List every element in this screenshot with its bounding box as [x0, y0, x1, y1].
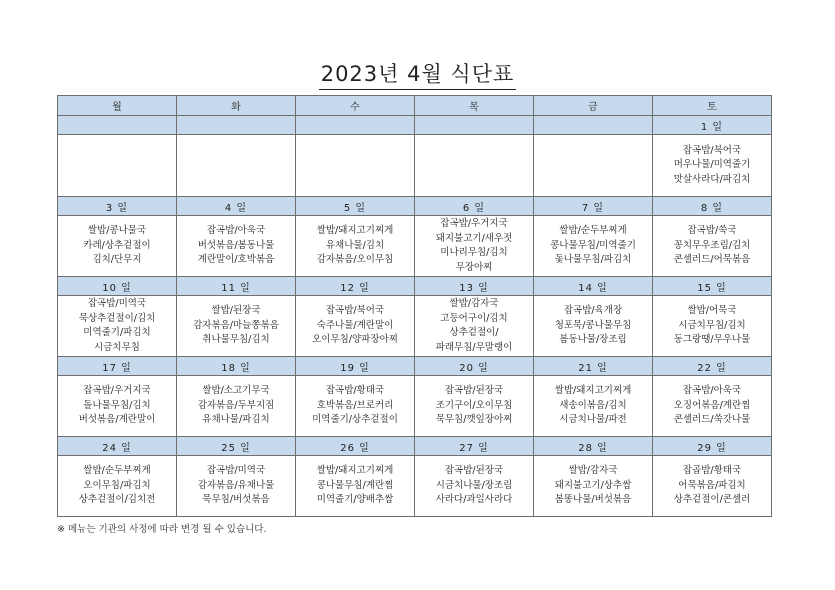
- date-row: [58, 277, 772, 296]
- date-cell: [177, 116, 296, 135]
- date-cell: 26 일: [296, 437, 415, 456]
- meal-cell: [653, 456, 772, 517]
- meal-cell: [653, 216, 772, 277]
- meal-cell: [296, 456, 415, 517]
- menu-item-line: 오이무침/파김치: [83, 479, 151, 491]
- meal-cell: [296, 376, 415, 437]
- menu-item-line: 돼지불고기/상추쌈: [554, 479, 632, 491]
- date-cell: 21 일: [534, 357, 653, 376]
- menu-item-line: 감자볶음/두부지짐: [197, 399, 275, 411]
- menu-item-line: 쌀밥/감자국: [449, 298, 499, 309]
- menu-item-line: 콩나물무침/미역줄기: [550, 239, 636, 251]
- weekday-header-cell: 화: [177, 96, 296, 116]
- meal-cell: [534, 296, 653, 357]
- meal-row: [58, 216, 772, 277]
- menu-item-line: 잡곡밥/북어국: [325, 305, 385, 317]
- date-cell: 11 일: [177, 277, 296, 296]
- menu-item-line: 잡곡밥/우거지국: [83, 385, 151, 397]
- menu-item-line: 청포묵/콩나물무침: [554, 319, 632, 331]
- menu-item-line: 오징어볶음/계란찜: [673, 399, 751, 411]
- date-cell: 25 일: [177, 437, 296, 456]
- menu-item-line: 쌀밥/순두부찌게: [559, 225, 627, 237]
- menu-item-line: 쌀밥/돼지고기찌게: [554, 385, 632, 397]
- date-cell: 10 일: [58, 277, 177, 296]
- menu-item-line: 잡곡밥/된장국: [444, 465, 504, 477]
- date-row: [58, 116, 772, 135]
- date-cell: 8 일: [653, 197, 772, 216]
- meal-cell: [177, 216, 296, 277]
- date-row: [58, 437, 772, 456]
- menu-item-line: 잡곡밥/미역국: [206, 465, 266, 477]
- menu-item-line: 미역줄기/상추겉절이: [312, 414, 398, 426]
- menu-item-line: 쌀밥/어묵국: [687, 305, 737, 317]
- date-cell: 17 일: [58, 357, 177, 376]
- meal-row: [58, 296, 772, 357]
- menu-item-line: 숙주나물/계란말이: [316, 319, 394, 331]
- date-cell: [58, 116, 177, 135]
- menu-item-line: 쌀밥/된장국: [211, 305, 261, 317]
- menu-item-line: 동그랑땡/무우나물: [673, 334, 751, 346]
- menu-item-line: 잡곡밥/된장국: [444, 385, 504, 397]
- menu-item-line: 묵상추겉절이/김치: [78, 312, 156, 324]
- weekday-header-row: [58, 96, 772, 116]
- menu-item-line: 머우나물/미역줄기: [673, 159, 751, 171]
- menu-item-line: 잡곡밥/우거지국: [440, 218, 508, 229]
- menu-item-line: 미역줄기/양배추쌈: [316, 494, 394, 506]
- meal-cell: [177, 135, 296, 197]
- date-cell: 4 일: [177, 197, 296, 216]
- meal-cell: [177, 296, 296, 357]
- menu-item-line: 돼지불고기/새우젓: [435, 232, 513, 244]
- menu-item-line: 잡곡밥/아욱국: [682, 385, 742, 397]
- menu-item-line: 잡곡밥/육개장: [563, 305, 623, 317]
- meal-cell: [534, 135, 653, 197]
- meal-cell: [653, 376, 772, 437]
- menu-item-line: 돌나물무침/김치: [83, 399, 151, 411]
- date-cell: 24 일: [58, 437, 177, 456]
- meal-cell: [58, 296, 177, 357]
- meal-cell: [415, 216, 534, 277]
- menu-item-line: 미나리무침/김치: [440, 247, 508, 258]
- menu-item-line: 취나물무침/김치: [202, 334, 270, 346]
- menu-item-line: 호박볶음/브로커리: [316, 399, 394, 411]
- date-cell: 7 일: [534, 197, 653, 216]
- menu-item-line: 버섯볶음/봄동나물: [197, 239, 275, 251]
- menu-item-line: 어묵볶음/파김치: [678, 479, 746, 491]
- date-cell: [296, 116, 415, 135]
- menu-item-line: 잡곡밥/북어국: [682, 144, 742, 156]
- menu-item-line: 쌀밥/감자국: [568, 465, 618, 477]
- menu-item-line: 맛살사라다/파김치: [673, 173, 751, 185]
- menu-item-line: 미역줄기/파김치: [83, 327, 151, 338]
- meal-cell: [296, 216, 415, 277]
- page-title: [0, 58, 835, 90]
- weekday-header-cell: 토: [653, 96, 772, 116]
- meal-cell: [415, 456, 534, 517]
- date-cell: 28 일: [534, 437, 653, 456]
- menu-item-line: 새송이볶음/김치: [559, 399, 627, 411]
- date-cell: 20 일: [415, 357, 534, 376]
- footnote: ※ 메뉴는 기관의 사정에 따라 변경 될 수 있습니다.: [57, 524, 267, 535]
- menu-item-line: 잡곡밥/미역국: [87, 298, 147, 309]
- meal-row: [58, 456, 772, 517]
- meal-cell: [58, 376, 177, 437]
- meal-cell: [415, 135, 534, 197]
- date-cell: 19 일: [296, 357, 415, 376]
- meal-cell: [296, 135, 415, 197]
- meal-cell: [653, 135, 772, 197]
- menu-item-line: 쌀밥/순두부찌게: [83, 465, 151, 477]
- weekday-header-cell: 수: [296, 96, 415, 116]
- menu-item-line: 꽁치무우조림/김치: [673, 239, 751, 251]
- menu-item-line: 감자볶음/유채나물: [197, 479, 275, 491]
- menu-item-line: 상추겉절이/콘셀러: [673, 494, 751, 506]
- menu-item-line: 콘셀러드/어묵볶음: [673, 254, 751, 266]
- date-cell: 1 일: [653, 116, 772, 135]
- meal-row: [58, 376, 772, 437]
- menu-item-line: 감자볶음/오이무침: [316, 254, 394, 266]
- menu-item-line: 봄동나물/장조림: [559, 334, 627, 346]
- meal-cell: [177, 456, 296, 517]
- menu-item-line: 시금치나물/파전: [559, 414, 627, 426]
- menu-item-line: 파래무침/무말랭이: [435, 341, 513, 353]
- menu-item-line: 잡곡밥/아욱국: [206, 225, 266, 237]
- menu-item-line: 묵무침/깻잎장아찌: [435, 414, 513, 426]
- date-cell: 3 일: [58, 197, 177, 216]
- menu-item-line: 묵무침/버섯볶음: [202, 494, 270, 506]
- menu-item-line: 시금치무침: [94, 341, 140, 353]
- weekday-header-cell: 월: [58, 96, 177, 116]
- menu-item-line: 쌀밥/돼지고기찌게: [316, 465, 394, 477]
- menu-item-line: 봄똥나물/버섯볶음: [554, 494, 632, 506]
- menu-item-line: 무장아찌: [455, 261, 493, 273]
- date-cell: 12 일: [296, 277, 415, 296]
- menu-item-line: 잡곡밥/황태국: [325, 385, 385, 397]
- menu-item-line: 잡곱밥/황태국: [682, 465, 742, 477]
- menu-item-line: 상추겉절이/: [449, 327, 499, 338]
- meal-cell: [415, 296, 534, 357]
- menu-item-line: 콘셀러드/쑥갓나물: [673, 414, 751, 426]
- menu-item-line: 김치/단무지: [92, 254, 142, 266]
- date-cell: 13 일: [415, 277, 534, 296]
- meal-cell: [534, 376, 653, 437]
- menu-item-line: 감자볶음/마늘쫑볶음: [193, 319, 279, 331]
- meal-row: [58, 135, 772, 197]
- meal-cell: [58, 135, 177, 197]
- menu-item-line: 조기구이/오이무침: [435, 399, 513, 411]
- date-cell: 27 일: [415, 437, 534, 456]
- date-cell: [534, 116, 653, 135]
- menu-item-line: 시금치나물/장조림: [435, 479, 513, 491]
- menu-item-line: 유채나물/김치: [325, 239, 385, 251]
- menu-item-line: 버섯볶음/계란말이: [78, 414, 156, 426]
- date-cell: 5 일: [296, 197, 415, 216]
- menu-item-line: 사라다/과일사라다: [435, 494, 513, 506]
- meal-cell: [58, 216, 177, 277]
- menu-item-line: 쌀밥/돼지고기찌게: [316, 225, 394, 237]
- meal-cell: [58, 456, 177, 517]
- date-cell: 14 일: [534, 277, 653, 296]
- meal-cell: [653, 296, 772, 357]
- meal-cell: [296, 296, 415, 357]
- menu-table: [57, 95, 772, 517]
- date-cell: [415, 116, 534, 135]
- date-cell: 15 일: [653, 277, 772, 296]
- title-text: 2023년 4월 식단표: [319, 58, 517, 90]
- meal-cell: [415, 376, 534, 437]
- menu-item-line: 쌀밥/콩나물국: [87, 225, 147, 237]
- menu-item-line: 잡곡밥/쑥국: [687, 225, 737, 237]
- date-cell: 6 일: [415, 197, 534, 216]
- menu-item-line: 계란말이/호박볶음: [197, 254, 275, 266]
- menu-item-line: 쌀밥/소고기무국: [202, 385, 270, 397]
- meal-cell: [534, 216, 653, 277]
- menu-item-line: 콩나물무침/계란찜: [316, 479, 394, 491]
- date-row: [58, 197, 772, 216]
- menu-item-line: 돛나물무침/파김치: [554, 254, 632, 266]
- weekday-header-cell: 목: [415, 96, 534, 116]
- date-cell: 18 일: [177, 357, 296, 376]
- menu-item-line: 시금치무침/김치: [678, 319, 746, 331]
- menu-item-line: 유채나물/파김치: [202, 414, 270, 426]
- meal-cell: [177, 376, 296, 437]
- date-cell: 22 일: [653, 357, 772, 376]
- date-cell: 29 일: [653, 437, 772, 456]
- weekday-header-cell: 금: [534, 96, 653, 116]
- menu-item-line: 고등어구이/김치: [440, 312, 508, 324]
- menu-item-line: 오이무침/양파장아찌: [312, 334, 398, 346]
- meal-cell: [534, 456, 653, 517]
- menu-item-line: 상추겉절이/김치전: [78, 494, 156, 506]
- menu-item-line: 카레/상추겉절이: [83, 239, 151, 251]
- date-row: [58, 357, 772, 376]
